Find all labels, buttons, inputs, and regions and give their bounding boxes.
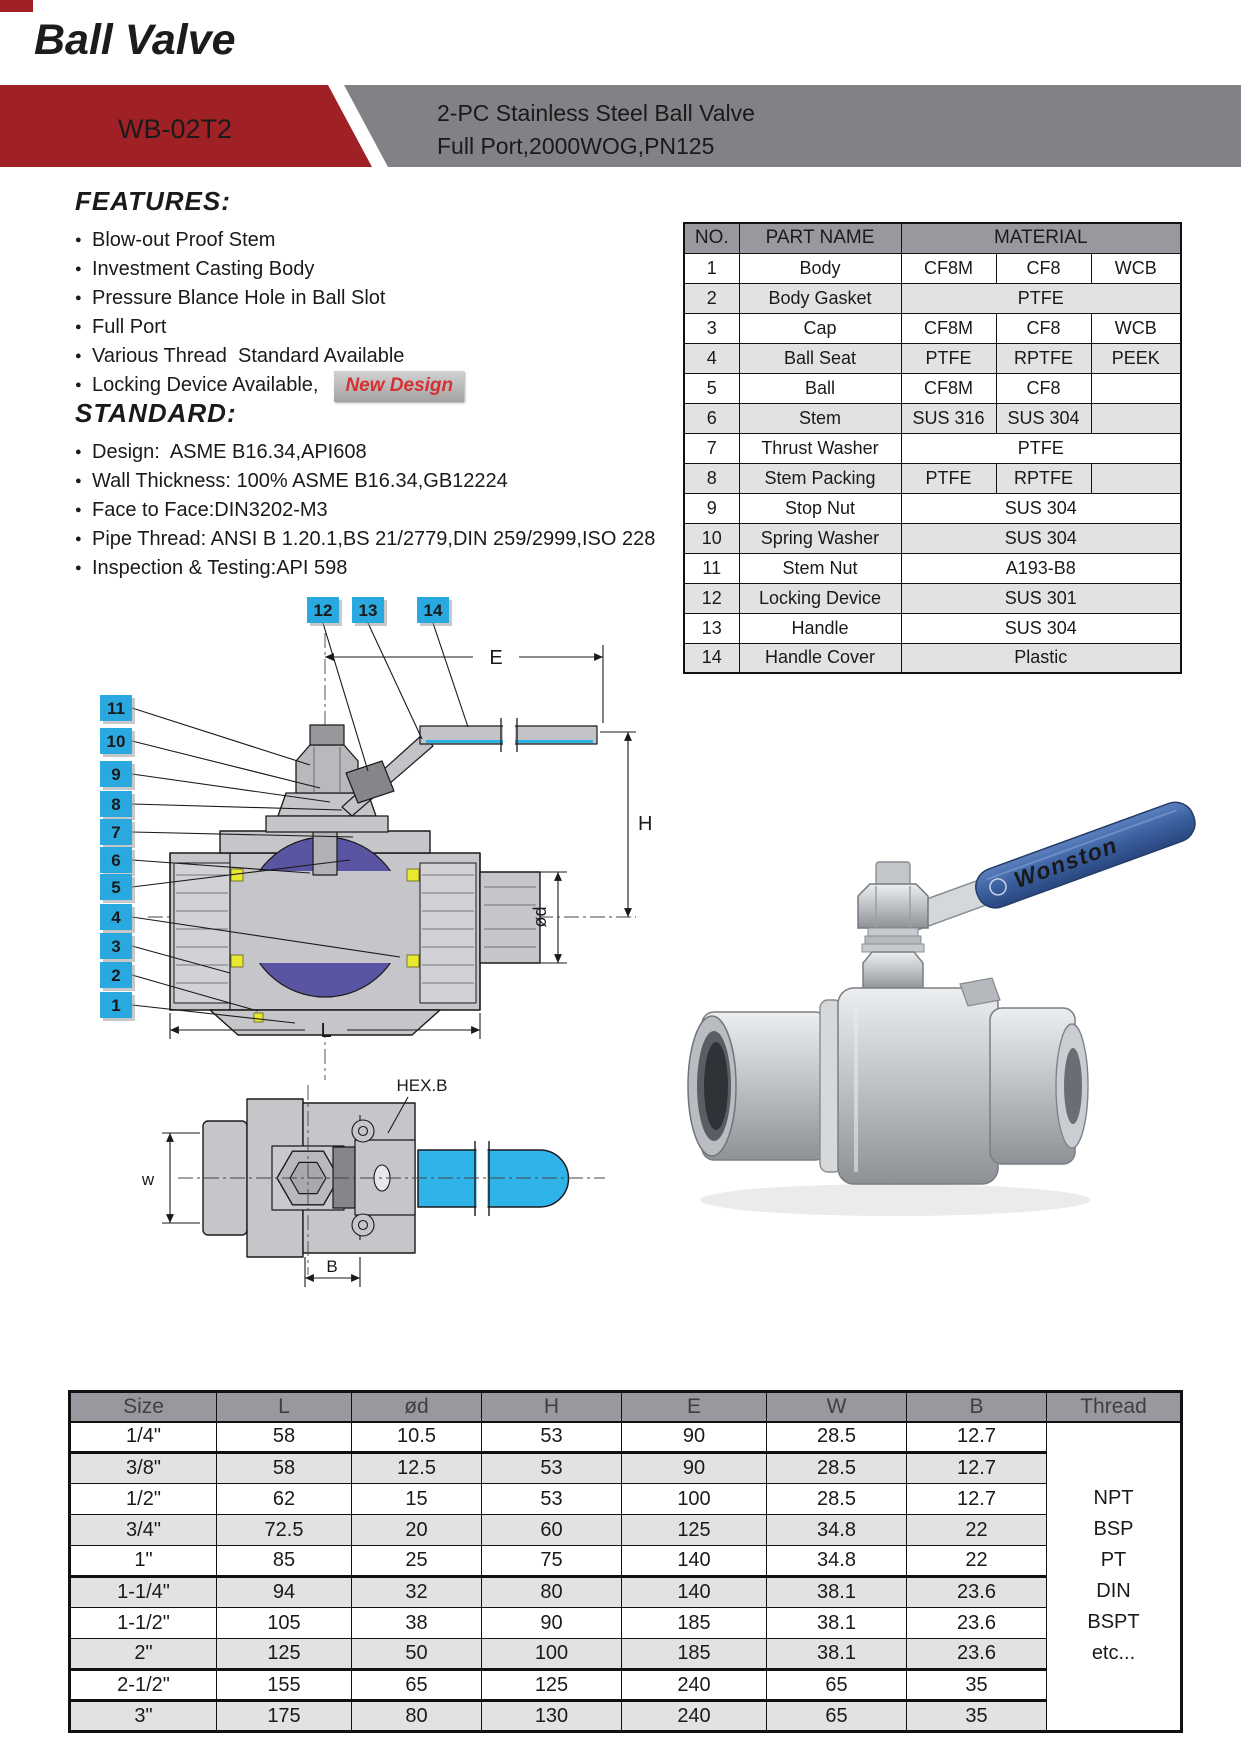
table-cell: 80: [482, 1577, 622, 1608]
table-cell: SUS 301: [901, 583, 1181, 613]
table-cell: 1/2": [70, 1484, 217, 1515]
table-row: [70, 1515, 1182, 1546]
callout-5: [100, 874, 135, 903]
standard-item: ● Face to Face:DIN3202-M3: [75, 496, 695, 525]
table-row: [70, 1453, 1182, 1484]
table-row: [684, 433, 1181, 463]
table-cell: 2": [70, 1639, 217, 1670]
table-cell: 1": [70, 1546, 217, 1577]
dim-label-hexb: HEX.B: [396, 1076, 448, 1095]
table-cell: SUS 304: [901, 493, 1181, 523]
corner-accent: [0, 0, 33, 12]
table-cell: 65: [767, 1701, 907, 1732]
table-cell: 10.5: [352, 1422, 482, 1453]
table-cell: SUS 304: [901, 613, 1181, 643]
table-cell: SUS 304: [901, 523, 1181, 553]
table-cell: 125: [217, 1639, 352, 1670]
thread-option: DIN: [1096, 1580, 1131, 1603]
table-cell: 175: [217, 1701, 352, 1732]
handle-top-view: [418, 1141, 569, 1216]
table-cell: 9: [684, 493, 739, 523]
table-row: [70, 1577, 1182, 1608]
table-cell: 185: [622, 1639, 767, 1670]
svg-text:4: 4: [111, 908, 121, 927]
table-cell: 5: [684, 373, 739, 403]
table-cell: 6: [684, 403, 739, 433]
table-row: [70, 1670, 1182, 1701]
table-row: [684, 313, 1181, 343]
column-header: L: [217, 1392, 352, 1422]
standard-item: ● Wall Thickness: 100% ASME B16.34,GB12224: [75, 467, 695, 496]
table-cell: 28.5: [767, 1422, 907, 1453]
table-cell: 1-1/2": [70, 1608, 217, 1639]
table-cell: 53: [482, 1453, 622, 1484]
table-header-row: [684, 223, 1181, 253]
table-cell: 23.6: [907, 1577, 1047, 1608]
table-cell: 3": [70, 1701, 217, 1732]
column-header: ød: [352, 1392, 482, 1422]
table-row: [684, 373, 1181, 403]
table-cell: 2-1/2": [70, 1670, 217, 1701]
column-header: B: [907, 1392, 1047, 1422]
table-cell: 15: [352, 1484, 482, 1515]
table-cell: 11: [684, 553, 739, 583]
table-cell: SUS 304: [996, 403, 1091, 433]
table-cell: 14: [684, 643, 739, 673]
table-cell: 185: [622, 1608, 767, 1639]
svg-text:6: 6: [111, 851, 121, 870]
table-header-row: [70, 1392, 1182, 1422]
table-cell: 90: [622, 1422, 767, 1453]
table-cell: 65: [767, 1670, 907, 1701]
table-cell: 75: [482, 1546, 622, 1577]
callout-9: [100, 761, 135, 790]
table-cell: 12.5: [352, 1453, 482, 1484]
table-cell: Plastic: [901, 643, 1181, 673]
table-cell: 125: [482, 1670, 622, 1701]
table-cell: 50: [352, 1639, 482, 1670]
svg-text:12: 12: [313, 601, 333, 620]
callout-4: [100, 904, 135, 933]
table-cell: 28.5: [767, 1484, 907, 1515]
table-cell: RPTFE: [996, 343, 1091, 373]
column-header: H: [482, 1392, 622, 1422]
handle-brand-text: Wonston: [1010, 831, 1122, 893]
table-cell: CF8M: [901, 253, 996, 283]
cross-section-view: [100, 597, 652, 1080]
table-cell: 12.7: [907, 1484, 1047, 1515]
model-code: WB-02T2: [117, 114, 233, 144]
table-cell: Stem Packing: [739, 463, 901, 493]
table-cell: CF8M: [901, 373, 996, 403]
table-cell: CF8: [996, 253, 1091, 283]
table-cell: Body Gasket: [739, 283, 901, 313]
table-cell: 155: [217, 1670, 352, 1701]
thread-option: PT: [1100, 1549, 1127, 1572]
table-cell: 38: [352, 1608, 482, 1639]
table-cell: 35: [907, 1701, 1047, 1732]
standard-item: ● Inspection & Testing:API 598: [75, 554, 695, 583]
table-cell: 53: [482, 1422, 622, 1453]
table-cell: 58: [217, 1422, 352, 1453]
dimensions-table: [68, 1390, 1183, 1733]
feature-item: ● Pressure Blance Hole in Ball Slot: [75, 284, 695, 313]
table-cell: 62: [217, 1484, 352, 1515]
callout-12: [307, 597, 342, 626]
callout-6: [100, 847, 135, 876]
table-cell: CF8: [996, 313, 1091, 343]
table-cell: 90: [622, 1453, 767, 1484]
svg-text:13: 13: [358, 601, 378, 620]
table-cell: 125: [622, 1515, 767, 1546]
table-cell: Thrust Washer: [739, 433, 901, 463]
table-cell: PTFE: [901, 433, 1181, 463]
table-row: [70, 1422, 1182, 1453]
table-cell: SUS 316: [901, 403, 996, 433]
table-cell: CF8M: [901, 313, 996, 343]
thread-options-cell: [1047, 1422, 1182, 1732]
table-cell: 94: [217, 1577, 352, 1608]
callout-10: [100, 728, 135, 757]
svg-text:5: 5: [111, 878, 121, 897]
table-cell: Cap: [739, 313, 901, 343]
table-cell: 85: [217, 1546, 352, 1577]
table-cell: Handle Cover: [739, 643, 901, 673]
top-view: [141, 1076, 605, 1287]
thread-option: etc...: [1091, 1642, 1136, 1665]
svg-text:3: 3: [111, 937, 121, 956]
dim-label-E: E: [489, 647, 503, 669]
table-cell: 1-1/4": [70, 1577, 217, 1608]
table-cell: 240: [622, 1670, 767, 1701]
table-cell: 240: [622, 1701, 767, 1732]
table-cell: 100: [622, 1484, 767, 1515]
table-cell: 105: [217, 1608, 352, 1639]
table-cell: [1091, 403, 1181, 433]
technical-drawing: [70, 575, 660, 1305]
table-cell: 13: [684, 613, 739, 643]
table-cell: 34.8: [767, 1546, 907, 1577]
table-row: [70, 1484, 1182, 1515]
column-header: NO.: [684, 223, 739, 253]
table-cell: PTFE: [901, 343, 996, 373]
feature-item-label: Locking Device Available,: [92, 374, 319, 396]
dim-H: [600, 732, 636, 917]
new-design-badge: New Design: [334, 371, 464, 402]
table-cell: 65: [352, 1670, 482, 1701]
column-header: E: [622, 1392, 767, 1422]
dim-label-b: B: [326, 1257, 338, 1276]
header-banner: [0, 85, 1241, 167]
banner-line2: Full Port,2000WOG,PN125: [437, 133, 715, 159]
table-cell: 10: [684, 523, 739, 553]
svg-text:14: 14: [423, 601, 443, 620]
callout-3: [100, 933, 135, 962]
svg-text:1: 1: [111, 996, 121, 1015]
table-cell: 12: [684, 583, 739, 613]
dim-label-L: L: [320, 1020, 332, 1042]
features-heading: FEATURES:: [75, 186, 231, 216]
table-cell: 3/4": [70, 1515, 217, 1546]
table-cell: 4: [684, 343, 739, 373]
thread-option: NPT: [1093, 1487, 1134, 1510]
callout-11: [100, 695, 135, 724]
table-cell: Ball Seat: [739, 343, 901, 373]
thread-option: BSPT: [1087, 1611, 1140, 1634]
column-header: Size: [70, 1392, 217, 1422]
table-row: [684, 613, 1181, 643]
svg-text:8: 8: [111, 795, 121, 814]
table-cell: 100: [482, 1639, 622, 1670]
dim-E: [325, 645, 603, 723]
table-row: [684, 553, 1181, 583]
standard-item: ● Pipe Thread: ANSI B 1.20.1,BS 21/2779,DIN 259/2999,ISO 228: [75, 525, 695, 554]
table-cell: Stem: [739, 403, 901, 433]
callout-1: [100, 992, 135, 1021]
table-cell: 32: [352, 1577, 482, 1608]
feature-item: ● Investment Casting Body: [75, 255, 695, 284]
column-header: W: [767, 1392, 907, 1422]
table-cell: WCB: [1091, 313, 1181, 343]
table-cell: 22: [907, 1515, 1047, 1546]
table-cell: 80: [352, 1701, 482, 1732]
table-cell: 34.8: [767, 1515, 907, 1546]
photo-body: [688, 978, 1088, 1184]
table-cell: 8: [684, 463, 739, 493]
table-cell: Stop Nut: [739, 493, 901, 523]
photo-handle: [890, 797, 1200, 943]
dim-label-H: H: [638, 813, 653, 835]
table-cell: Locking Device: [739, 583, 901, 613]
thread-option: BSP: [1093, 1518, 1134, 1541]
table-row: [684, 283, 1181, 313]
banner-line1: 2-PC Stainless Steel Ball Valve: [437, 100, 755, 126]
table-cell: 7: [684, 433, 739, 463]
column-header: Thread: [1047, 1392, 1182, 1422]
table-cell: 22: [907, 1546, 1047, 1577]
table-cell: 3: [684, 313, 739, 343]
table-row: [684, 403, 1181, 433]
table-cell: Handle: [739, 613, 901, 643]
table-cell: 1/4": [70, 1422, 217, 1453]
table-row: [684, 643, 1181, 673]
table-row: [684, 463, 1181, 493]
table-cell: 23.6: [907, 1639, 1047, 1670]
table-cell: 60: [482, 1515, 622, 1546]
photo-stem: [858, 862, 928, 990]
table-row: [684, 493, 1181, 523]
bore: [230, 871, 420, 963]
dim-label-w: w: [141, 1170, 155, 1189]
table-cell: Spring Washer: [739, 523, 901, 553]
table-cell: 12.7: [907, 1453, 1047, 1484]
table-row: [684, 343, 1181, 373]
svg-text:7: 7: [111, 823, 121, 842]
table-cell: 1: [684, 253, 739, 283]
callout-14: [417, 597, 452, 626]
handle-lever: [342, 718, 597, 816]
parts-material-table: [683, 222, 1182, 674]
table-cell: 72.5: [217, 1515, 352, 1546]
table-row: [684, 523, 1181, 553]
standard-section: [75, 398, 695, 583]
svg-text:2: 2: [111, 966, 121, 985]
callout-13: [352, 597, 387, 626]
table-cell: 23.6: [907, 1608, 1047, 1639]
table-cell: RPTFE: [996, 463, 1091, 493]
stem-nut: [296, 745, 358, 793]
table-row: [684, 253, 1181, 283]
table-cell: Stem Nut: [739, 553, 901, 583]
standard-item: ● Design: ASME B16.34,API608: [75, 438, 695, 467]
table-cell: 38.1: [767, 1577, 907, 1608]
table-cell: 20: [352, 1515, 482, 1546]
table-cell: 3/8": [70, 1453, 217, 1484]
table-cell: Ball: [739, 373, 901, 403]
dim-label-od: ød: [530, 906, 550, 928]
feature-item: ● Various Thread Standard Available: [75, 342, 695, 371]
table-cell: 90: [482, 1608, 622, 1639]
table-cell: [1091, 463, 1181, 493]
table-cell: 140: [622, 1546, 767, 1577]
table-cell: 2: [684, 283, 739, 313]
table-row: [70, 1639, 1182, 1670]
features-section: [75, 186, 695, 402]
table-cell: 53: [482, 1484, 622, 1515]
page-title: Ball Valve: [34, 16, 236, 64]
column-header: MATERIAL: [901, 223, 1181, 253]
table-cell: [1091, 373, 1181, 403]
feature-item: ● Blow-out Proof Stem: [75, 226, 695, 255]
table-cell: PTFE: [901, 283, 1181, 313]
svg-text:10: 10: [106, 732, 126, 751]
table-cell: PTFE: [901, 463, 996, 493]
svg-text:11: 11: [107, 699, 125, 718]
table-cell: 130: [482, 1701, 622, 1732]
table-cell: Body: [739, 253, 901, 283]
column-header: PART NAME: [739, 223, 901, 253]
table-cell: CF8: [996, 373, 1091, 403]
product-photo: [660, 700, 1200, 1240]
table-cell: 140: [622, 1577, 767, 1608]
table-row: [684, 583, 1181, 613]
feature-item: ● Full Port: [75, 313, 695, 342]
svg-text:9: 9: [111, 765, 121, 784]
table-row: [70, 1546, 1182, 1577]
table-cell: 38.1: [767, 1639, 907, 1670]
table-cell: 12.7: [907, 1422, 1047, 1453]
table-cell: PEEK: [1091, 343, 1181, 373]
table-cell: 38.1: [767, 1608, 907, 1639]
table-cell: 58: [217, 1453, 352, 1484]
table-cell: 25: [352, 1546, 482, 1577]
callout-7: [100, 819, 135, 848]
table-cell: 28.5: [767, 1453, 907, 1484]
callout-8: [100, 791, 135, 820]
table-cell: 35: [907, 1670, 1047, 1701]
table-cell: A193-B8: [901, 553, 1181, 583]
table-row: [70, 1608, 1182, 1639]
standard-heading: STANDARD:: [75, 398, 237, 428]
callout-2: [100, 962, 135, 991]
table-row: [70, 1701, 1182, 1732]
table-cell: WCB: [1091, 253, 1181, 283]
